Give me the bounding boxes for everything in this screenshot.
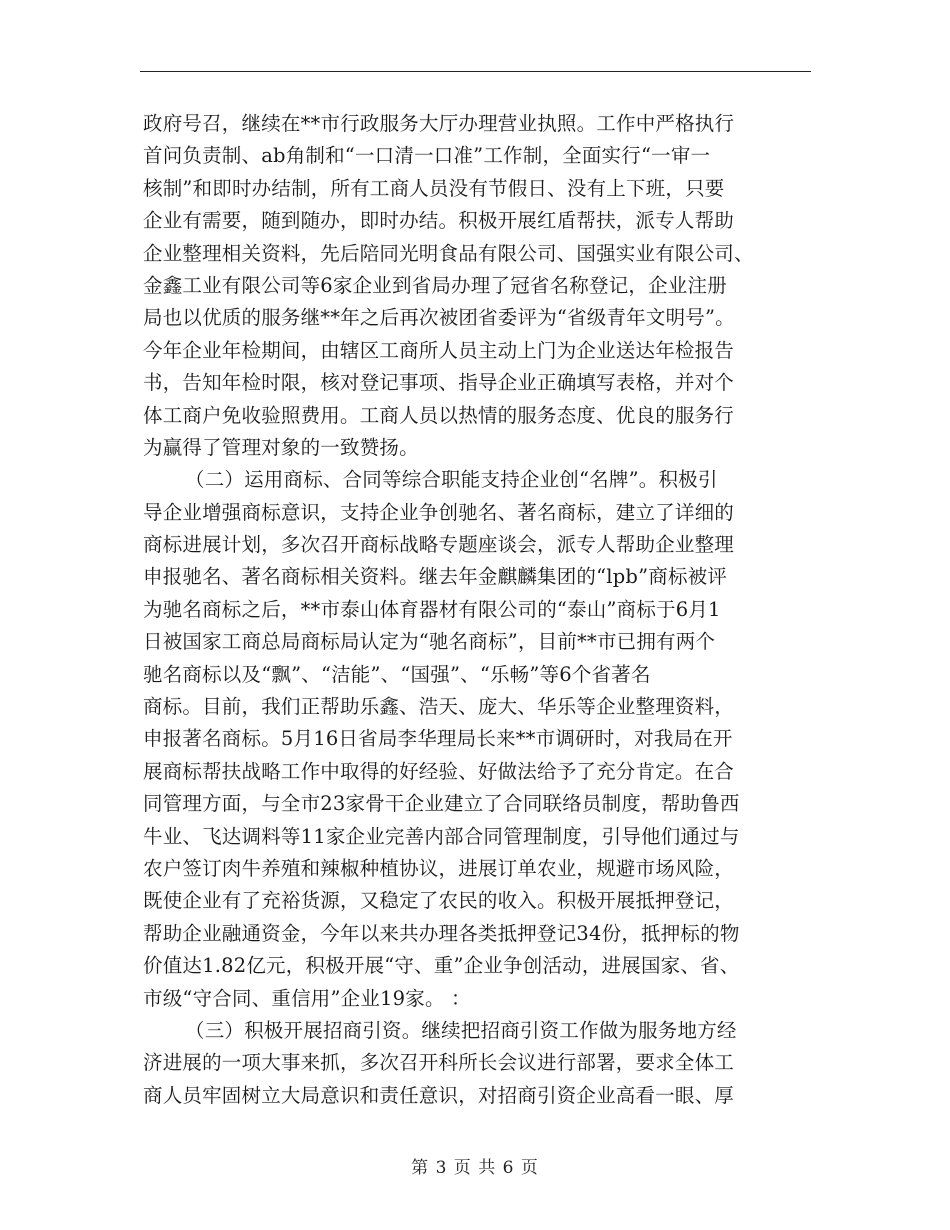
text-line: 局也以优质的服务继**年之后再次被团省委评为“省级青年文明号”。 bbox=[143, 306, 735, 330]
text-line: 企业整理相关资料，先后陪同光明食品有限公司、国强实业有限公司、 bbox=[143, 241, 754, 265]
text-line: 既使企业有了充裕货源，又稳定了农民的收入。积极开展抵押登记， bbox=[143, 889, 735, 913]
header-rule bbox=[140, 71, 811, 72]
text-line: 体工商户免收验照费用。工商人员以热情的服务态度、优良的服务行 bbox=[143, 403, 735, 427]
text-line: 济进展的一项大事来抓，多次召开科所长会议进行部署，要求全体工 bbox=[143, 1051, 735, 1075]
text-line: 商标进展计划，多次召开商标战略专题座谈会，派专人帮助企业整理 bbox=[143, 533, 735, 557]
text-line: 同管理方面，与全市23家骨干企业建立了合同联络员制度，帮助鲁西 bbox=[143, 792, 740, 816]
text-line: 农户签订肉牛养殖和辣椒种植协议，进展订单农业，规避市场风险， bbox=[143, 856, 735, 880]
text-line: 申报驰名、著名商标相关资料。继去年金麒麟集团的“lpb”商标被评 bbox=[143, 565, 728, 589]
text-line: 驰名商标以及“飘”、“洁能”、“国强”、“乐畅”等6个省著名 bbox=[143, 662, 651, 686]
text-line: 导企业增强商标意识，支持企业争创驰名、著名商标，建立了详细的 bbox=[143, 500, 735, 524]
text-line: 牛业、飞达调料等11家企业完善内部合同管理制度，引导他们通过与 bbox=[143, 824, 740, 848]
text-line: （二）运用商标、合同等综合职能支持企业创“名牌”。积极引 bbox=[185, 468, 718, 492]
document-body bbox=[143, 108, 815, 1112]
text-line: 商标。目前，我们正帮助乐鑫、浩天、庞大、华乐等企业整理资料， bbox=[143, 695, 735, 719]
text-line: 申报著名商标。5月16日省局李华理局长来**市调研时，对我局在开 bbox=[143, 727, 733, 751]
text-line: 书，告知年检时限，核对登记事项、指导企业正确填写表格，并对个 bbox=[143, 371, 735, 395]
text-line: 为驰名商标之后，**市泰山体育器材有限公司的“泰山”商标于6月1 bbox=[143, 597, 721, 621]
text-line: 首问负责制、ab角制和“一口清一口准”工作制，全面实行“一审一 bbox=[143, 144, 711, 168]
text-line: 政府号召，继续在**市行政服务大厅办理营业执照。工作中严格执行 bbox=[143, 112, 735, 135]
text-line: 金鑫工业有限公司等6家企业到省局办理了冠省名称登记，企业注册 bbox=[143, 273, 727, 297]
text-line: 日被国家工商总局商标局认定为“驰名商标”，目前**市已拥有两个 bbox=[143, 630, 716, 654]
text-line: 市级“守合同、重信用”企业19家。 ： bbox=[143, 986, 471, 1010]
text-line: 核制”和即时办结制，所有工商人员没有节假日、没有上下班，只要 bbox=[143, 176, 725, 200]
page-number-footer: 第 3 页 共 6 页 bbox=[411, 1158, 539, 1178]
text-line: 展商标帮扶战略工作中取得的好经验、好做法给予了充分肯定。在合 bbox=[143, 759, 735, 783]
text-line: 价值达1.82亿元，积极开展“守、重”企业争创活动，进展国家、省、 bbox=[143, 954, 740, 978]
text-line: 帮助企业融通资金，今年以来共办理各类抵押登记34份，抵押标的物 bbox=[143, 921, 740, 945]
text-line: 企业有需要，随到随办，即时办结。积极开展红盾帮扶，派专人帮助 bbox=[143, 209, 735, 233]
text-line: 今年企业年检期间，由辖区工商所人员主动上门为企业送达年检报告 bbox=[143, 338, 735, 362]
text-line: （三）积极开展招商引资。继续把招商引资工作做为服务地方经 bbox=[185, 1018, 737, 1042]
text-line: 为赢得了管理对象的一致赞扬。 bbox=[143, 435, 419, 459]
text-line: 商人员牢固树立大局意识和责任意识，对招商引资企业高看一眼、厚 bbox=[143, 1083, 735, 1107]
